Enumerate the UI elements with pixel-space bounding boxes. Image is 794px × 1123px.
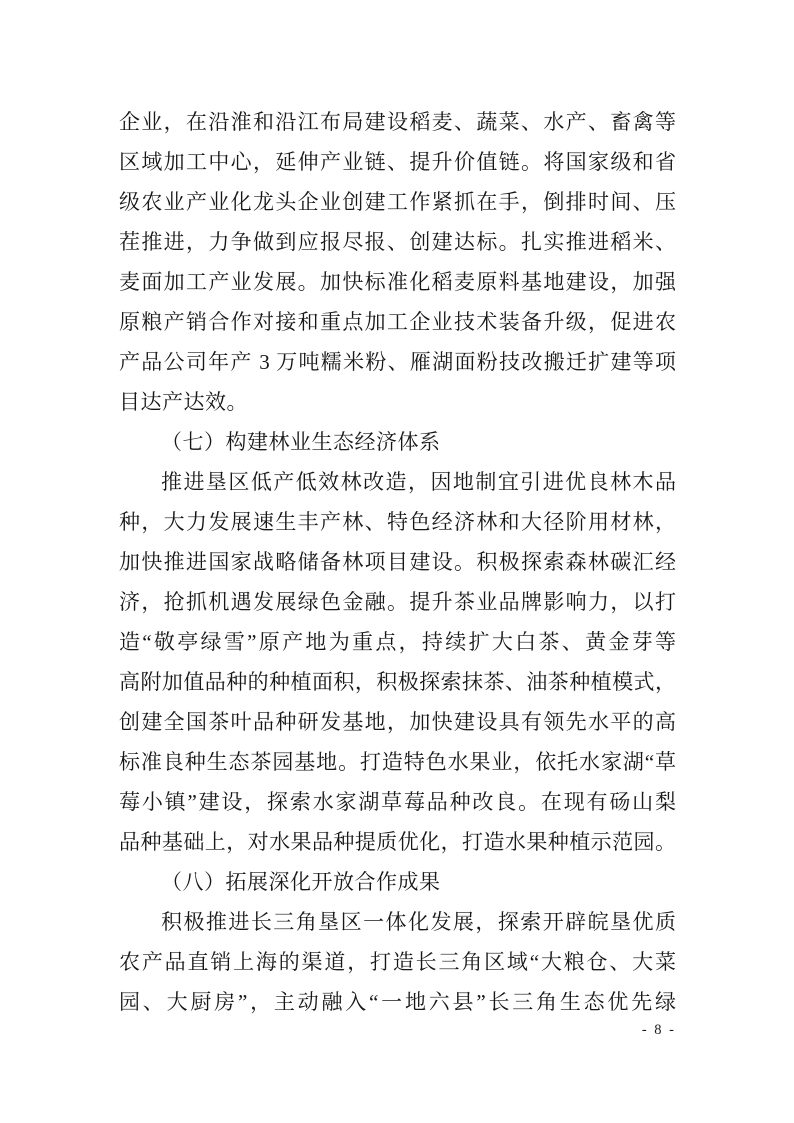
section-heading: （七）构建林业生态经济体系: [161, 430, 441, 454]
text-line: 加快推进国家战略储备林项目建设。积极探索森林碳汇经: [119, 550, 676, 574]
text-line: 企业，在沿淮和沿江布局建设稻麦、蔬菜、水产、畜禽等: [119, 110, 676, 134]
page-number: - 8 -: [641, 1022, 676, 1038]
text-line: 麦面加工产业发展。加快标准化稻麦原料基地建设，加强: [119, 270, 676, 294]
text-line: 产品公司年产 3 万吨糯米粉、雁湖面粉技改搬迁扩建等项: [119, 350, 676, 374]
text-line: 创建全国茶叶品种研发基地，加快建设具有领先水平的高: [119, 710, 676, 734]
text-line: 造“敬亭绿雪”原产地为重点，持续扩大白茶、黄金芽等: [119, 630, 676, 654]
text-line: 推进垦区低产低效林改造，因地制宜引进优良林木品: [161, 470, 676, 494]
text-line: 级农业产业化龙头企业创建工作紧抓在手，倒排时间、压: [119, 190, 676, 214]
text-line: 园、大厨房”，主动融入“一地六县”长三角生态优先绿: [119, 990, 676, 1014]
text-line: 农产品直销上海的渠道，打造长三角区域“大粮仓、大菜: [119, 950, 676, 974]
text-line: 目达产达效。: [119, 390, 248, 414]
section-heading: （八）拓展深化开放合作成果: [161, 870, 441, 894]
text-line: 莓小镇”建设，探索水家湖草莓品种改良。在现有砀山梨: [119, 790, 676, 814]
text-line: 原粮产销合作对接和重点加工企业技术装备升级，促进农: [119, 310, 676, 334]
text-line: 区域加工中心，延伸产业链、提升价值链。将国家级和省: [119, 150, 676, 174]
text-line: 高附加值品种的种植面积，积极探索抹茶、油茶种植模式，: [119, 670, 676, 694]
text-line: 积极推进长三角垦区一体化发展，探索开辟皖垦优质: [161, 910, 676, 934]
document-body: [119, 102, 676, 1022]
text-line: 种，大力发展速生丰产林、特色经济林和大径阶用材林，: [119, 510, 676, 534]
text-line: 济，抢抓机遇发展绿色金融。提升茶业品牌影响力，以打: [119, 590, 676, 614]
text-line: 品种基础上，对水果品种提质优化，打造水果种植示范园。: [119, 830, 676, 854]
text-line: 标准良种生态茶园基地。打造特色水果业，依托水家湖“草: [119, 750, 676, 774]
text-line: 茬推进，力争做到应报尽报、创建达标。扎实推进稻米、: [119, 230, 676, 254]
